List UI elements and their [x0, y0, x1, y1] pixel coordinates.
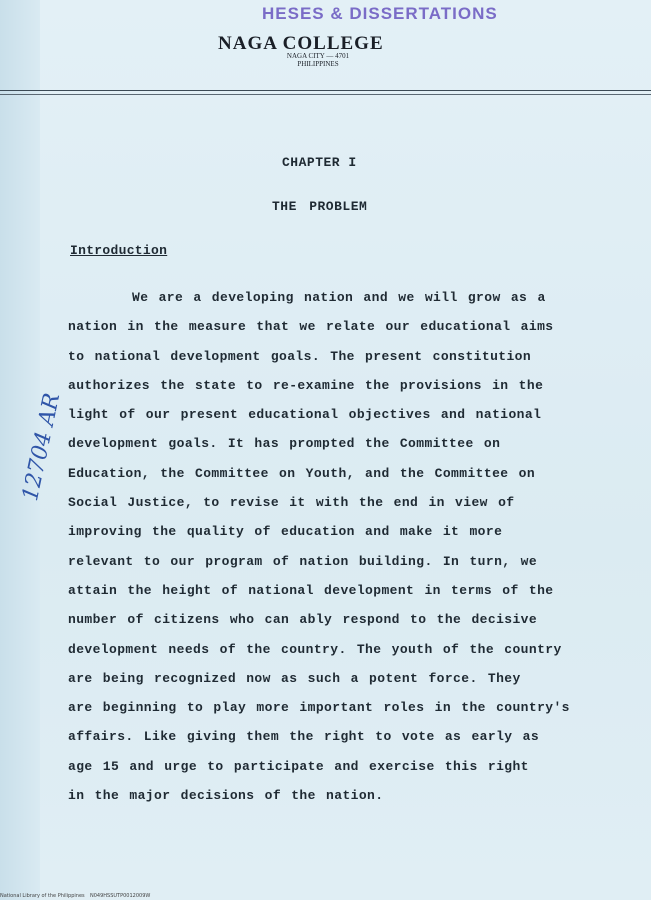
body-line: improving the quality of education and make it more [68, 524, 503, 540]
body-line: authorizes the state to re-examine the provisions in the [68, 377, 544, 393]
body-line: light of our present educational objectives and national [68, 407, 542, 423]
theses-stamp: HESES & DISSERTATIONS [262, 4, 498, 23]
body-line: age 15 and urge to participate and exercise this right [68, 758, 529, 774]
footer-code: N049HSSUTP0012009W [90, 893, 151, 899]
body-line: relevant to our program of nation building. In turn, we [68, 553, 538, 569]
college-name: NAGA COLLEGE [218, 33, 384, 54]
header-rule-bottom [0, 94, 651, 95]
body-text [68, 288, 628, 815]
body-line: development goals. It has prompted the Committee on [68, 436, 501, 452]
margin-accession-note [10, 370, 66, 504]
college-address [263, 52, 373, 68]
body-line: development needs of the country. The youth of the country [68, 641, 562, 657]
body-line: nation in the measure that we relate our educational aims [68, 319, 554, 335]
body-line: to national development goals. The present constitution [68, 348, 532, 364]
body-line: are being recognized now as such a potent force. They [68, 670, 521, 686]
body-line: attain the height of national development in terms of the [68, 582, 554, 598]
body-line: affairs. Like giving them the right to vote as early as [68, 729, 540, 745]
body-line: in the major decisions of the nation. [68, 788, 384, 804]
college-city: NAGA CITY — 4701 [286, 52, 350, 60]
body-line: Education, the Committee on Youth, and the Committee on [68, 465, 536, 481]
body-line: are beginning to play more important roles in the country's [68, 700, 570, 716]
body-line: We are a developing nation and we will grow as a [132, 290, 546, 305]
footer-library: National Library of the Philippines [0, 893, 85, 899]
header-rule-top [0, 90, 651, 91]
body-line: number of citizens who can ably respond to the decisive [68, 612, 538, 628]
college-country: PHILIPPINES [297, 60, 339, 68]
page-footer [0, 893, 151, 899]
body-line: Social Justice, to revise it with the end in view of [68, 495, 515, 511]
chapter-title: THE PROBLEM [272, 199, 368, 214]
margin-note-text: 12704 AR [18, 390, 66, 504]
chapter-heading: CHAPTER I [282, 155, 357, 170]
section-heading: Introduction [70, 243, 168, 258]
